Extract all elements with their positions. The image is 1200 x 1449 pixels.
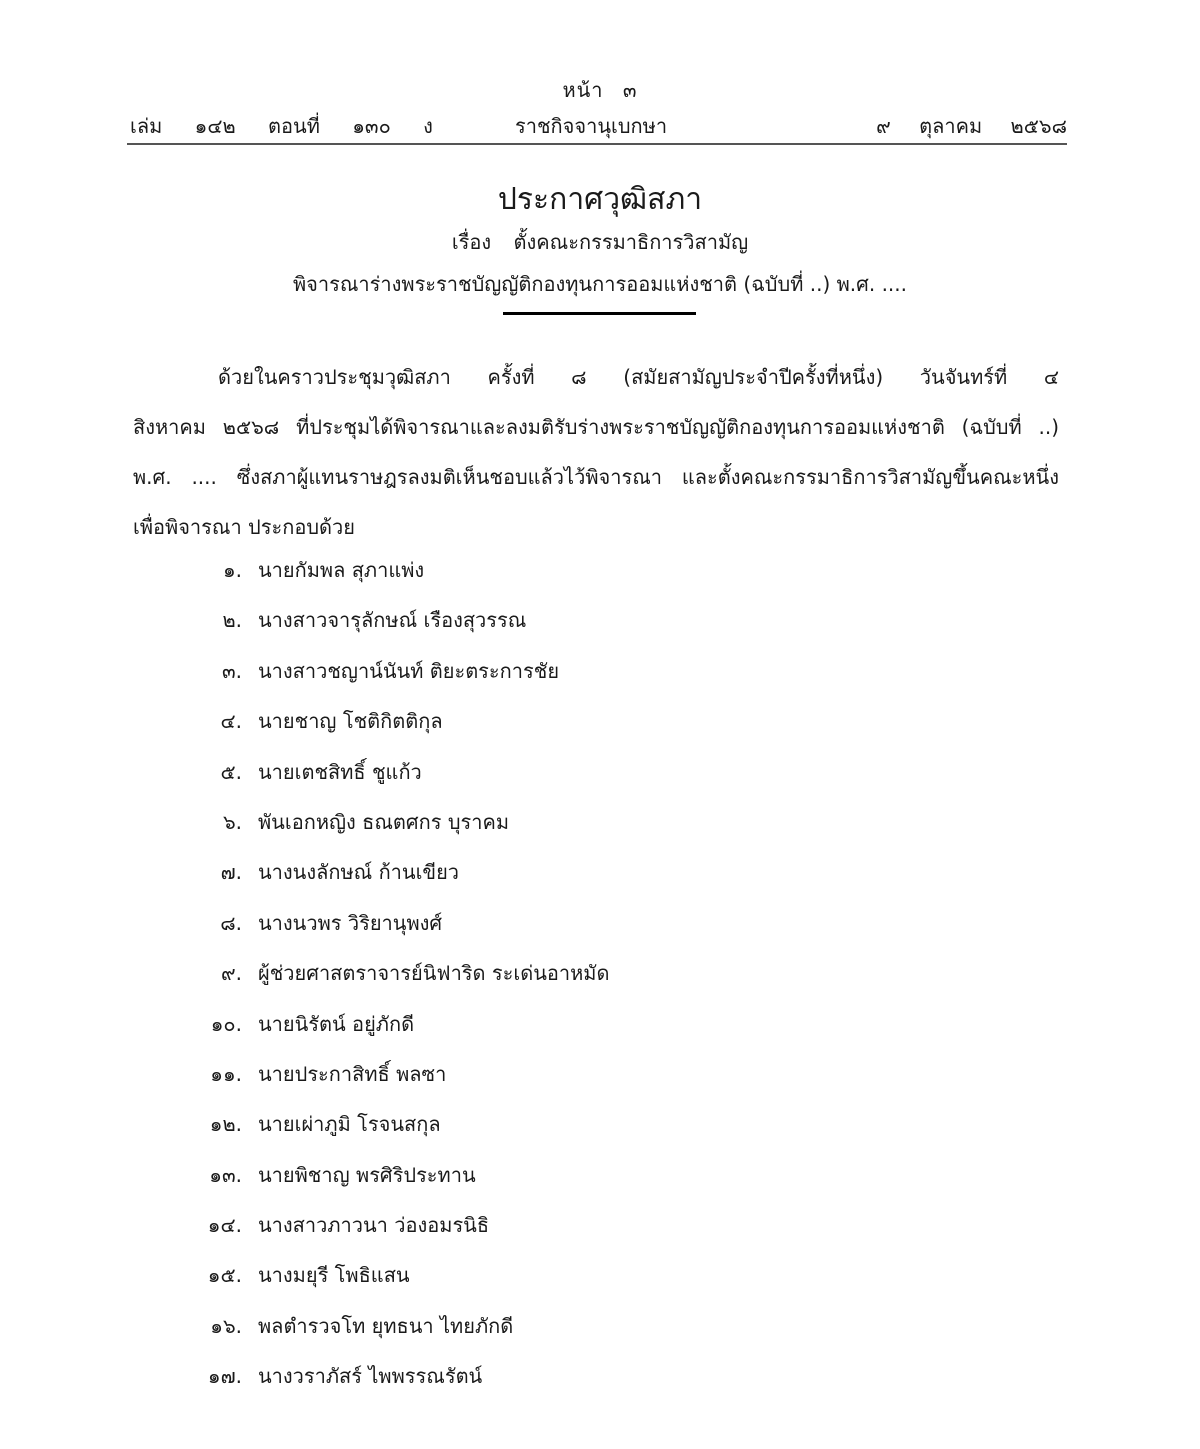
- member-number: ๑๗.: [207, 1364, 242, 1389]
- publication-date: [854, 110, 1067, 142]
- member-item: [0, 905, 1200, 955]
- section-label: ตอนที่: [268, 114, 320, 138]
- member-number: ๒.: [222, 608, 242, 633]
- member-name: นางนวพร วิริยานุพงศ์: [258, 910, 443, 935]
- member-item: [0, 1106, 1200, 1156]
- member-name: นายเผ่าภูมิ โรจนสกุล: [258, 1112, 441, 1137]
- member-number: ๑๑.: [210, 1061, 242, 1086]
- member-item: [0, 1157, 1200, 1207]
- member-number: ๑๓.: [209, 1162, 242, 1187]
- publication-name: ราชกิจจานุเบกษา: [515, 114, 668, 138]
- volume-number: ๑๔๒: [194, 114, 236, 138]
- section-number: ๑๓๐: [352, 114, 391, 138]
- member-name: พลตำรวจโท ยุทธนา ไทยภักดี: [258, 1313, 514, 1338]
- date-year: ๒๕๖๘: [1010, 114, 1067, 138]
- member-item: [0, 854, 1200, 904]
- member-number: ๑๖.: [210, 1313, 242, 1338]
- member-number: ๗.: [220, 860, 242, 885]
- member-name: พันเอกหญิง ธณตศกร บุราคม: [258, 809, 510, 834]
- body-line: สิงหาคม ๒๕๖๘ ที่ประชุมได้พิจารณาและลงมติรับร่างพระราชบัญญัติกองทุนการออมแห่งชาติ (ฉบับที่ ..): [133, 415, 1059, 439]
- member-number: ๓.: [221, 658, 242, 683]
- member-name: นายประกาสิทธิ์ พลซา: [258, 1061, 447, 1086]
- member-item: [0, 653, 1200, 703]
- body-line: พ.ศ. .... ซึ่งสภาผู้แทนราษฎรลงมติเห็นชอบแล้วไว้พิจารณา และตั้งคณะกรรมาธิการวิสามัญขึ้นคณะหนึ่ง: [133, 465, 1059, 489]
- member-name: นายพิชาญ พรศิริประทาน: [258, 1162, 476, 1187]
- member-item: [0, 804, 1200, 854]
- member-name: ผู้ช่วยศาสตราจารย์นิฟาริด ระเด่นอาหมัด: [258, 961, 610, 986]
- member-number: ๑๔.: [207, 1213, 242, 1238]
- member-name: นายกัมพล สุภาแพ่ง: [258, 558, 425, 582]
- member-number: ๘.: [220, 910, 242, 935]
- member-name: นายเตชสิทธิ์ ชูแก้ว: [258, 759, 422, 784]
- member-item: [0, 602, 1200, 652]
- member-name: นางนงลักษณ์ ก้านเขียว: [258, 860, 460, 885]
- announcement-title: ประกาศวุฒิสภา: [497, 182, 703, 217]
- subject-label: เรื่อง: [451, 230, 492, 254]
- member-item: [0, 1207, 1200, 1257]
- member-item: [0, 955, 1200, 1005]
- date-day: ๙: [876, 114, 891, 138]
- member-number: ๕.: [220, 759, 242, 784]
- member-item: [0, 1056, 1200, 1106]
- body-paragraph: [133, 352, 1059, 552]
- body-line: เพื่อพิจารณา ประกอบด้วย: [133, 515, 355, 539]
- date-month: ตุลาคม: [919, 114, 983, 138]
- announcement-subject: [0, 226, 1200, 258]
- member-name: นางวราภัสร์ ไพพรรณรัตน์: [258, 1364, 483, 1389]
- gazette-header: [130, 110, 1067, 142]
- member-number: ๖.: [222, 809, 242, 834]
- page-number-value: ๓: [622, 78, 638, 102]
- member-name: นางสาวจารุลักษณ์ เรืองสุวรรณ: [258, 608, 527, 633]
- body-line: ด้วยในคราวประชุมวุฒิสภา ครั้งที่ ๘ (สมัยสามัญประจำปีครั้งที่หนึ่ง) วันจันทร์ที่ ๔: [218, 365, 1060, 389]
- member-item: [0, 1006, 1200, 1056]
- volume-label: เล่ม: [130, 114, 163, 138]
- member-number: ๙.: [220, 961, 242, 986]
- section-letter: ง: [423, 114, 433, 138]
- announcement-subject-detail: พิจารณาร่างพระราชบัญญัติกองทุนการออมแห่งชาติ (ฉบับที่ ..) พ.ศ. ....: [292, 272, 907, 296]
- member-name: นางมยุรี โพธิแสน: [258, 1263, 410, 1288]
- subject-text: ตั้งคณะกรรมาธิการวิสามัญ: [513, 230, 749, 254]
- member-number: ๑๐.: [210, 1011, 242, 1036]
- member-item: [0, 1257, 1200, 1307]
- member-number: ๑๕.: [207, 1263, 242, 1288]
- member-number: ๔.: [220, 709, 242, 734]
- member-item: [0, 754, 1200, 804]
- member-number: ๑.: [222, 558, 242, 582]
- member-item: [0, 703, 1200, 753]
- header-divider: [127, 143, 1067, 145]
- member-item: [0, 1358, 1200, 1408]
- member-number: ๑๒.: [209, 1112, 242, 1137]
- member-name: นางสาวภาวนา ว่องอมรนิธิ: [258, 1213, 490, 1238]
- page-label: หน้า: [562, 78, 604, 102]
- member-name: นางสาวชญาน์นันท์ ติยะตระการชัย: [258, 658, 560, 683]
- volume-section-info: [130, 110, 459, 142]
- member-item: [0, 1308, 1200, 1358]
- page-number: [0, 74, 1200, 106]
- committee-member-list: [0, 552, 1200, 1409]
- member-name: นายนิรัตน์ อยู่ภักดี: [258, 1011, 415, 1036]
- title-divider: [503, 312, 696, 315]
- member-item: [0, 552, 1200, 602]
- member-name: นายชาญ โชติกิตติกุล: [258, 709, 443, 734]
